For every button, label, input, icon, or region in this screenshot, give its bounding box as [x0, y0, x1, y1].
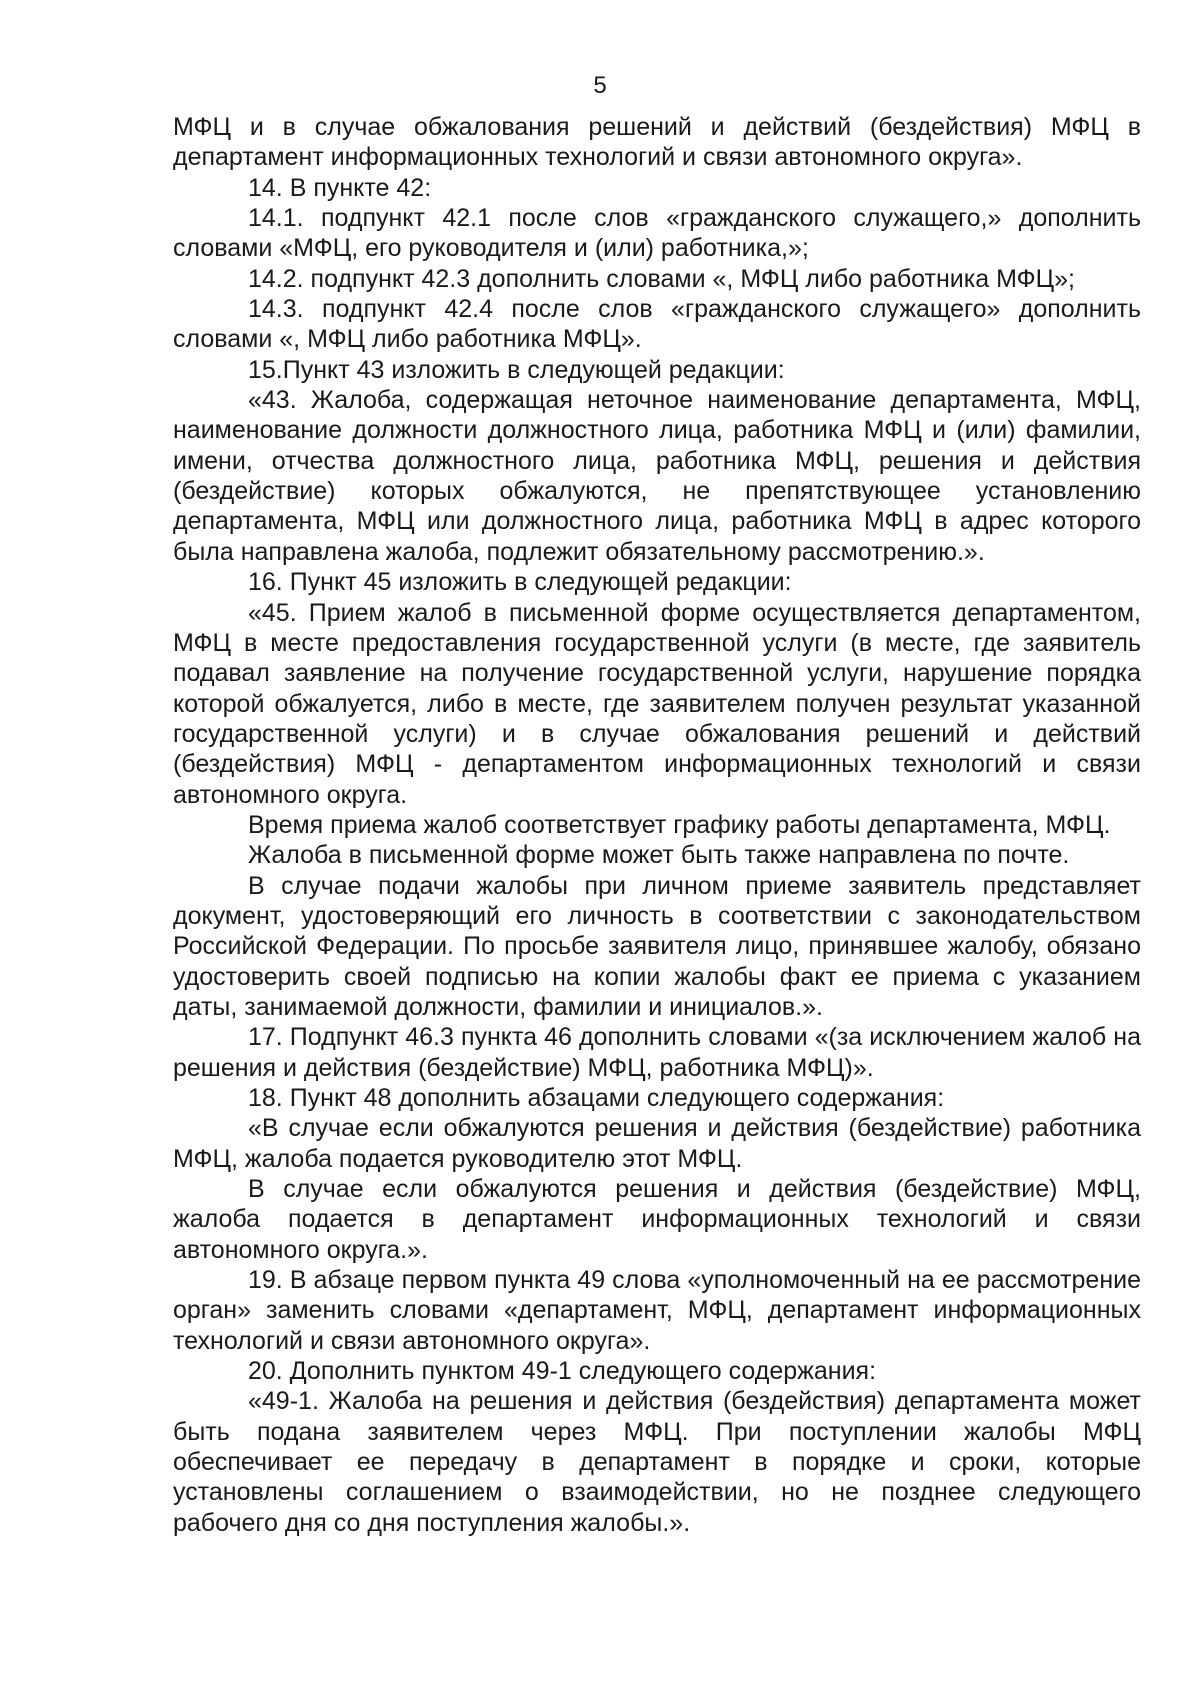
paragraph-item-17: 17. Подпункт 46.3 пункта 46 дополнить словами «(за исключением жалоб на решения и действия (бездействие) МФЦ, работника МФЦ)». — [173, 1023, 1141, 1082]
paragraph-item-19: 19. В абзаце первом пункта 49 слова «уполномоченный на ее рассмотрение орган» заменить словами «департамент, МФЦ, департамент информационных технологий и связи автономного округа». — [173, 1266, 1141, 1355]
paragraph-item-16: 16. Пункт 45 изложить в следующей редакции: — [248, 568, 792, 597]
paragraph-reception-time: Время приема жалоб соответствует графику работы департамента, МФЦ. — [248, 810, 1111, 839]
paragraph-personal-reception: В случае подачи жалобы при личном приеме заявитель представляет документ, удостоверяющий его личность в соответствии с законодательством Российской Федерации. По просьбе заявителя лицо, принявшее жалобу, обязано удостоверить своей подписью на копии жалобы факт ее приема с указанием даты, занимаемой должности, фамилии и инициалов.». — [173, 871, 1141, 1021]
paragraph-quote-48-a: «В случае если обжалуются решения и действия (бездействие) работника МФЦ, жалоба подается руководителю этот МФЦ. — [173, 1114, 1141, 1173]
document-body — [173, 112, 1141, 1538]
paragraph-item-14-3: 14.3. подпункт 42.4 после слов «гражданского служащего» дополнить словами «, МФЦ либо работника МФЦ». — [173, 295, 1141, 354]
paragraph-quote-48-b: В случае если обжалуются решения и действия (бездействие) МФЦ, жалоба подается в департамент информационных технологий и связи автономного округа.». — [173, 1175, 1141, 1264]
paragraph-continuation: МФЦ и в случае обжалования решений и действий (бездействия) МФЦ в департамент информационных технологий и связи автономного округа». — [173, 113, 1141, 172]
paragraph-quote-49-1: «49-1. Жалоба на решения и действия (бездействия) департамента может быть подана заявителем через МФЦ. При поступлении жалобы МФЦ обеспечивает ее передачу в департамент в порядке и сроки, которые установлены соглашением о взаимодействии, но не позднее следующего рабочего дня со дня поступления жалобы.». — [173, 1387, 1141, 1537]
paragraph-item-18: 18. Пункт 48 дополнить абзацами следующего содержания: — [248, 1084, 945, 1112]
paragraph-quote-45: «45. Прием жалоб в письменной форме осуществляется департаментом, МФЦ в месте предоставления государственной услуги (в месте, где заявитель подавал заявление на получение государственной услуги, нарушение порядка которой обжалуется, либо в месте, где заявителем получен результат указанной государственной услуги) и в случае обжалования решений и действий (бездействия) МФЦ - департаментом информационных технологий и связи автономного округа. — [173, 598, 1141, 809]
page-number: 5 — [593, 72, 607, 99]
paragraph-item-14: 14. В пункте 42: — [248, 173, 432, 202]
paragraph-item-20: 20. Дополнить пунктом 49-1 следующего содержания: — [248, 1357, 877, 1386]
paragraph-mail: Жалоба в письменной форме может быть также направлена по почте. — [248, 841, 1070, 870]
paragraph-quote-43: «43. Жалоба, содержащая неточное наименование департамента, МФЦ, наименование должности должностного лица, работника МФЦ и (или) фамилии, имени, отчества должностного лица, работника МФЦ, решения и действия (бездействие) которых обжалуются, не препятствующее установлению департамента, МФЦ или должностного лица, работника МФЦ в адрес которого была направлена жалоба, подлежит обязательному рассмотрению.». — [173, 386, 1141, 566]
paragraph-item-14-1: 14.1. подпункт 42.1 после слов «гражданского служащего,» дополнить словами «МФЦ, его руководителя и (или) работника,»; — [173, 204, 1141, 263]
paragraph-item-15: 15.Пункт 43 изложить в следующей редакции: — [248, 355, 785, 384]
paragraph-item-14-2: 14.2. подпункт 42.3 дополнить словами «, МФЦ либо работника МФЦ»; — [248, 264, 1075, 293]
